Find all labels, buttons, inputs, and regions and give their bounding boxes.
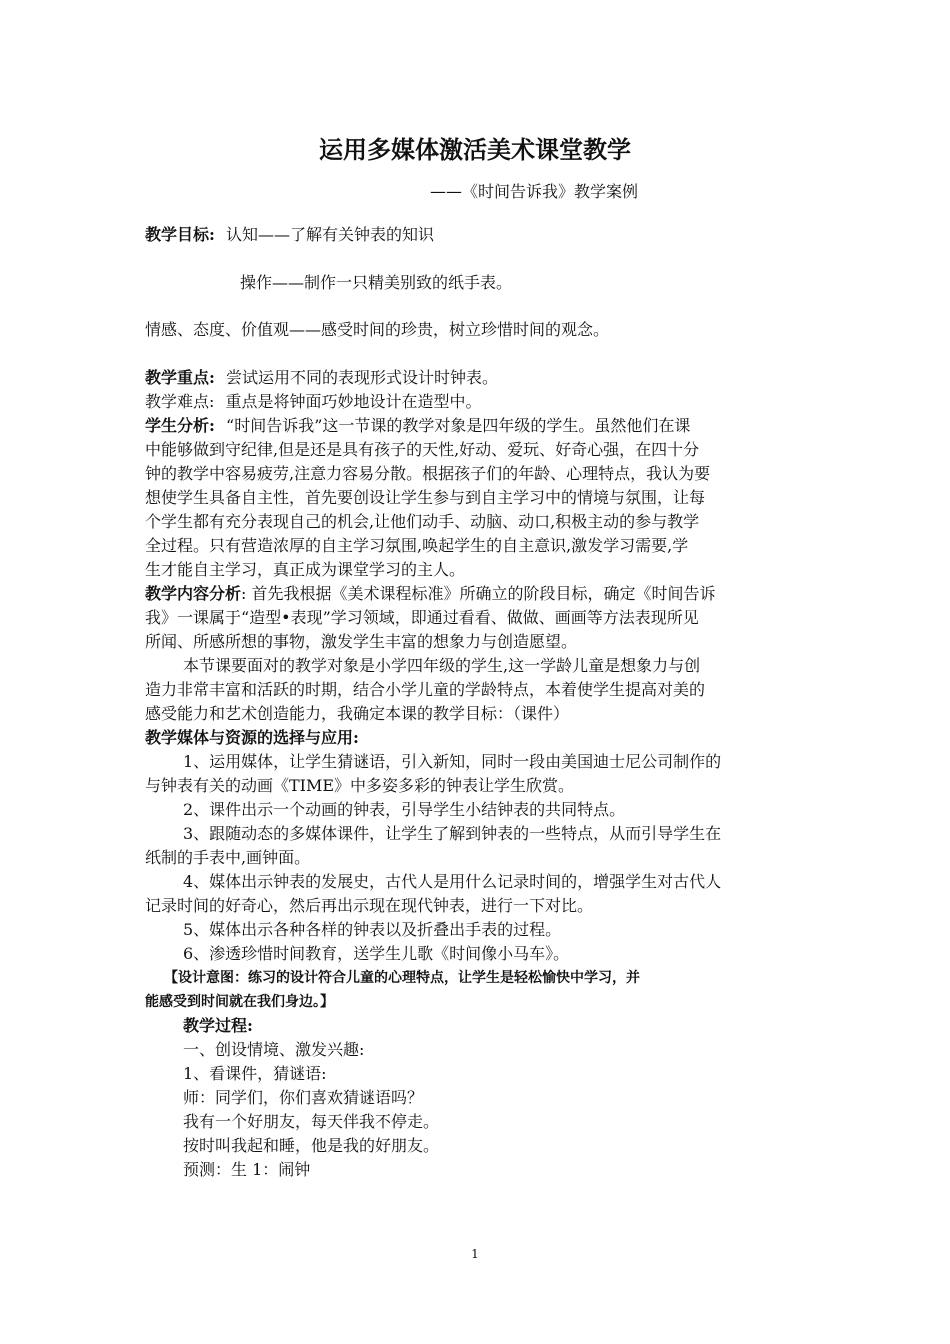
media-line: 1、运用媒体，让学生猜谜语，引入新知，同时一段由美国迪士尼公司制作的 xyxy=(183,752,722,771)
process-line: 我有一个好朋友，每天伴我不停走。 xyxy=(183,1112,440,1131)
difficulty-row xyxy=(145,390,482,414)
media-line: 3、跟随动态的多媒体课件，让学生了解到钟表的一些特点，从而引导学生在 xyxy=(183,824,722,843)
media-line: 5、媒体出示各种各样的钟表以及折叠出手表的过程。 xyxy=(183,920,562,939)
goals-label: 教学目标: xyxy=(145,225,215,244)
process-line: 1、看课件，猜谜语: xyxy=(183,1064,327,1083)
student-analysis-row xyxy=(145,414,690,438)
page-number: 1 xyxy=(471,1247,479,1261)
content-analysis-line: 感受能力和艺术创造能力，我确定本课的教学目标：（课件） xyxy=(145,704,570,723)
goals-cognition: 认知——了解有关钟表的知识 xyxy=(226,225,435,244)
key-point-row xyxy=(145,366,498,390)
media-line: 记录时间的好奇心，然后再出示现在现代钟表，进行一下对比。 xyxy=(145,896,594,915)
process-line: 师：同学们，你们喜欢猜谜语吗？ xyxy=(183,1088,424,1107)
content-analysis-line: : 首先我根据《美术课程标准》所确立的阶段目标，确定《时间告诉 xyxy=(241,584,716,603)
student-analysis-line: 个学生都有充分表现自己的机会,让他们动手、动脑、动口,积极主动的参与教学 xyxy=(145,512,700,531)
student-analysis-line: 钟的教学中容易疲劳,注意力容易分散。根据孩子们的年龄、心理特点，我认为要 xyxy=(145,464,711,483)
media-line: 2、课件出示一个动画的钟表，引导学生小结钟表的共同特点。 xyxy=(183,800,626,819)
media-line: 与钟表有关的动画《TIME》中多姿多彩的钟表让学生欣赏。 xyxy=(145,776,575,795)
page-title: 运用多媒体激活美术课堂教学 xyxy=(319,136,631,164)
content-analysis-line: 所闻、所感所想的事物，激发学生丰富的想象力与创造愿望。 xyxy=(145,632,578,651)
goals-emotion: 情感、态度、价值观——感受时间的珍贵，树立珍惜时间的观念。 xyxy=(145,320,610,339)
page-subtitle: ——《时间告诉我》教学案例 xyxy=(430,182,639,201)
key-point-label: 教学重点: xyxy=(145,368,215,387)
student-analysis-line: 生才能自主学习，真正成为课堂学习的主人。 xyxy=(145,560,466,579)
student-analysis-line: 中能够做到守纪律,但是还是具有孩子的天性,好动、爱玩、好奇心强，在四十分 xyxy=(145,440,700,459)
content-analysis-row xyxy=(145,582,716,606)
content-analysis-line: 本节课要面对的教学对象是小学四年级的学生,这一学龄儿童是想象力与创 xyxy=(183,656,701,675)
difficulty-label: 教学难点: xyxy=(145,392,215,411)
process-line: 一、创设情境、激发兴趣: xyxy=(183,1040,365,1059)
media-line: 纸制的手表中,画钟面。 xyxy=(145,848,311,867)
design-intent-line: 能感受到时间就在我们身边。】 xyxy=(145,994,334,1010)
media-heading: 教学媒体与资源的选择与应用: xyxy=(145,728,359,747)
student-analysis-line: “时间告诉我”这一节课的教学对象是四年级的学生。虽然他们在课 xyxy=(226,416,691,435)
process-heading: 教学过程: xyxy=(183,1016,253,1035)
process-line: 预测：生 1：闹钟 xyxy=(183,1160,311,1179)
media-line: 4、媒体出示钟表的发展史，古代人是用什么记录时间的，增强学生对古代人 xyxy=(183,872,722,891)
content-analysis-line: 我》一课属于“造型•表现”学习领域，即通过看看、做做、画画等方法表现所见 xyxy=(145,608,699,627)
goals-row xyxy=(145,223,434,247)
student-analysis-label: 学生分析: xyxy=(145,416,215,435)
process-line: 按时叫我起和睡，他是我的好朋友。 xyxy=(183,1136,440,1155)
student-analysis-line: 想使学生具备自主性，首先要创设让学生参与到自主学习中的情境与氛围，让每 xyxy=(145,488,706,507)
media-line: 6、渗透珍惜时间教育，送学生儿歌《时间像小马车》。 xyxy=(183,944,570,963)
student-analysis-line: 全过程。只有营造浓厚的自主学习氛围,唤起学生的自主意识,激发学习需要,学 xyxy=(145,536,689,555)
difficulty-text: 重点是将钟面巧妙地设计在造型中。 xyxy=(225,392,482,411)
design-intent-line: 【设计意图：练习的设计符合儿童的心理特点，让学生是轻松愉快中学习，并 xyxy=(164,970,640,986)
key-point-text: 尝试运用不同的表现形式设计时钟表。 xyxy=(226,368,499,387)
content-analysis-label: 教学内容分析 xyxy=(145,584,242,603)
content-analysis-line: 造力非常丰富和活跃的时期，结合小学儿童的学龄特点，本着使学生提高对美的 xyxy=(145,680,706,699)
goals-operation: 操作——制作一只精美别致的纸手表。 xyxy=(240,273,513,292)
